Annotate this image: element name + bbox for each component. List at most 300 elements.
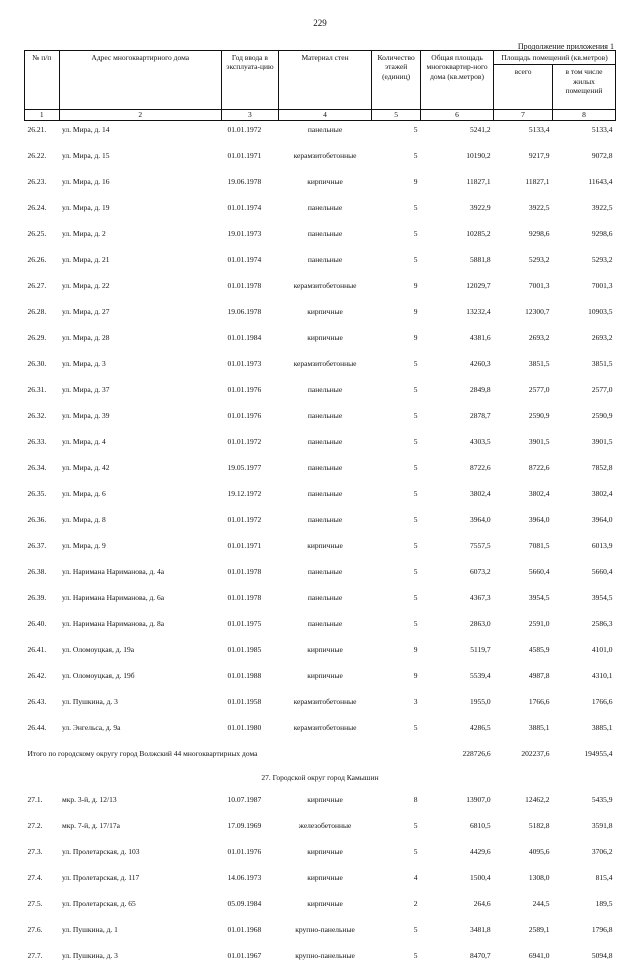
row-area-residential: 3954,5 <box>591 592 613 602</box>
row-address: ул. Мира, д. 22 <box>62 280 110 290</box>
row-floors: 9 <box>413 280 418 290</box>
table-row <box>25 459 616 485</box>
table-row <box>25 667 616 693</box>
row-area-all: 12462,2 <box>525 794 550 804</box>
row-area-all: 3851,5 <box>528 358 550 368</box>
row-number: 27.7. <box>27 950 43 960</box>
row-total-area: 7557,5 <box>469 540 491 550</box>
table-row <box>25 407 616 433</box>
row-material: панельные <box>307 592 343 602</box>
row-area-residential: 4101,0 <box>591 644 613 654</box>
section-row <box>25 771 616 791</box>
row-total-area: 10285,2 <box>466 228 491 238</box>
row-total-area: 6073,2 <box>469 566 491 576</box>
row-floors: 5 <box>413 150 418 160</box>
row-address: ул. Оломоуцкая, д. 19б <box>62 670 135 680</box>
row-area-residential: 3706,2 <box>591 846 613 856</box>
row-floors: 5 <box>413 228 418 238</box>
table-row <box>25 277 616 303</box>
row-year: 01.01.1976 <box>227 846 262 856</box>
row-address: ул. Наримана Нариманова, д. 8а <box>62 618 165 628</box>
table-total <box>25 745 616 791</box>
row-area-residential: 1766,6 <box>591 696 613 706</box>
row-total-area: 5881,8 <box>469 254 491 264</box>
row-floors: 5 <box>413 202 418 212</box>
row-year: 01.01.1985 <box>227 644 262 654</box>
row-material: панельные <box>307 436 343 446</box>
col-number: 4 <box>278 110 371 120</box>
table-row <box>25 225 616 251</box>
row-number: 27.2. <box>27 820 43 830</box>
row-material: панельные <box>307 514 343 524</box>
row-area-all: 8722,6 <box>528 462 550 472</box>
row-floors: 9 <box>413 306 418 316</box>
row-address: ул. Мира, д. 27 <box>62 306 110 316</box>
row-area-residential: 3901,5 <box>591 436 613 446</box>
row-address: ул. Энгельса, д. 9а <box>62 722 121 732</box>
row-floors: 5 <box>413 488 418 498</box>
table-row <box>25 355 616 381</box>
row-area-all: 12300,7 <box>525 306 550 316</box>
row-area-all: 7001,3 <box>528 280 550 290</box>
row-number: 26.43. <box>27 696 47 706</box>
row-year: 01.01.1968 <box>227 924 262 934</box>
table-row <box>25 173 616 199</box>
row-total-area: 4367,3 <box>469 592 491 602</box>
row-number: 26.29. <box>27 332 47 342</box>
row-year: 14.06.1973 <box>227 872 262 882</box>
row-number: 26.44. <box>27 722 47 732</box>
row-floors: 5 <box>413 618 418 628</box>
row-area-all: 1766,6 <box>528 696 550 706</box>
row-area-all: 3901,5 <box>528 436 550 446</box>
table-row <box>25 199 616 225</box>
row-material: крупно-панельные <box>295 924 355 934</box>
row-year: 01.01.1972 <box>227 436 262 446</box>
row-area-residential: 815,4 <box>595 872 613 882</box>
row-year: 01.01.1958 <box>227 696 262 706</box>
row-area-all: 5133,4 <box>528 124 550 134</box>
row-area-all: 2693,2 <box>528 332 550 342</box>
row-number: 26.22. <box>27 150 47 160</box>
table-row <box>25 589 616 615</box>
row-address: ул. Пролетарская, д. 117 <box>62 872 140 882</box>
row-total-area: 13907,0 <box>466 794 491 804</box>
buildings-table <box>24 50 616 973</box>
row-material: кирпичные <box>307 872 343 882</box>
row-address: ул. Пушкина, д. 3 <box>62 950 118 960</box>
row-floors: 8 <box>413 794 418 804</box>
table-row <box>25 947 616 973</box>
row-number: 26.28. <box>27 306 47 316</box>
row-area-all: 3922,5 <box>528 202 550 212</box>
row-material: кирпичные <box>307 846 343 856</box>
total-residential-sum: 194955,4 <box>584 748 613 758</box>
row-floors: 5 <box>413 722 418 732</box>
row-year: 19.06.1978 <box>227 176 262 186</box>
row-area-all: 3954,5 <box>528 592 550 602</box>
row-total-area: 4303,5 <box>469 436 491 446</box>
header-total-area: Общая площадь многоквартир-ного дома (кв.метров) <box>420 51 493 110</box>
row-total-area: 10190,2 <box>466 150 491 160</box>
row-material: железобетонные <box>298 820 352 830</box>
row-area-residential: 9298,6 <box>591 228 613 238</box>
header-all: всего <box>494 65 553 110</box>
row-floors: 5 <box>413 462 418 472</box>
row-floors: 5 <box>413 124 418 134</box>
row-floors: 9 <box>413 332 418 342</box>
row-material: панельные <box>307 566 343 576</box>
row-total-area: 4260,3 <box>469 358 491 368</box>
row-floors: 9 <box>413 670 418 680</box>
row-address: ул. Пролетарская, д. 103 <box>62 846 140 856</box>
row-floors: 4 <box>413 872 418 882</box>
row-area-residential: 5435,9 <box>591 794 613 804</box>
row-area-residential: 3964,0 <box>591 514 613 524</box>
row-address: мкр. 3-й, д. 12/13 <box>62 794 117 804</box>
row-area-all: 11827,1 <box>525 176 550 186</box>
row-year: 10.07.1987 <box>227 794 262 804</box>
row-material: панельные <box>307 384 343 394</box>
row-area-residential: 2693,2 <box>591 332 613 342</box>
row-year: 01.01.1973 <box>227 358 262 368</box>
row-address: ул. Мира, д. 19 <box>62 202 110 212</box>
row-material: панельные <box>307 410 343 420</box>
row-area-residential: 3851,5 <box>591 358 613 368</box>
row-floors: 5 <box>413 410 418 420</box>
table-row <box>25 791 616 817</box>
table-body-kamyshin <box>25 791 616 973</box>
row-address: ул. Мира, д. 9 <box>62 540 106 550</box>
row-area-all: 3802,4 <box>528 488 550 498</box>
row-year: 01.01.1976 <box>227 410 262 420</box>
column-numbers-row <box>25 110 616 120</box>
row-address: ул. Мира, д. 8 <box>62 514 106 524</box>
row-total-area: 3964,0 <box>469 514 491 524</box>
table-row <box>25 120 616 147</box>
table-row <box>25 843 616 869</box>
row-material: кирпичные <box>307 794 343 804</box>
row-address: ул. Мира, д. 14 <box>62 124 110 134</box>
row-address: ул. Мира, д. 39 <box>62 410 110 420</box>
row-year: 01.01.1984 <box>227 332 262 342</box>
row-material: панельные <box>307 462 343 472</box>
row-area-residential: 1796,8 <box>591 924 613 934</box>
row-total-area: 12029,7 <box>466 280 491 290</box>
row-address: ул. Оломоуцкая, д. 19а <box>62 644 135 654</box>
row-number: 27.4. <box>27 872 43 882</box>
table-row <box>25 303 616 329</box>
row-floors: 5 <box>413 592 418 602</box>
row-floors: 5 <box>413 820 418 830</box>
row-total-area: 264,6 <box>473 898 491 908</box>
row-area-residential: 7852,8 <box>591 462 613 472</box>
row-material: панельные <box>307 618 343 628</box>
row-number: 26.35. <box>27 488 47 498</box>
table-row <box>25 381 616 407</box>
row-year: 19.05.1977 <box>227 462 262 472</box>
table-row <box>25 895 616 921</box>
row-total-area: 6810,5 <box>469 820 491 830</box>
continuation-note: Продолжение приложения 1 <box>517 42 614 51</box>
table-row <box>25 329 616 355</box>
row-address: ул. Пушкина, д. 1 <box>62 924 118 934</box>
row-material: керамзитобетонные <box>293 280 357 290</box>
row-floors: 3 <box>413 696 418 706</box>
row-number: 26.40. <box>27 618 47 628</box>
row-address: ул. Мира, д. 42 <box>62 462 110 472</box>
row-address: ул. Мира, д. 2 <box>62 228 106 238</box>
row-area-residential: 9072,8 <box>591 150 613 160</box>
row-address: ул. Мира, д. 4 <box>62 436 106 446</box>
row-area-residential: 2590,9 <box>591 410 613 420</box>
row-number: 26.33. <box>27 436 47 446</box>
row-area-residential: 6013,9 <box>591 540 613 550</box>
row-material: кирпичные <box>307 898 343 908</box>
row-number: 26.31. <box>27 384 47 394</box>
row-address: ул. Пролетарская, д. 65 <box>62 898 136 908</box>
table-row <box>25 147 616 173</box>
page-number: 229 <box>313 18 327 28</box>
row-total-area: 5539,4 <box>469 670 491 680</box>
row-number: 27.3. <box>27 846 43 856</box>
row-number: 26.30. <box>27 358 47 368</box>
table-row <box>25 719 616 745</box>
row-total-area: 3922,9 <box>469 202 491 212</box>
row-number: 26.21. <box>27 124 47 134</box>
table-row <box>25 485 616 511</box>
row-area-all: 5182,8 <box>528 820 550 830</box>
row-total-area: 2878,7 <box>469 410 491 420</box>
row-total-area: 3481,8 <box>469 924 491 934</box>
table-row <box>25 921 616 947</box>
row-total-area: 4286,5 <box>469 722 491 732</box>
row-number: 27.5. <box>27 898 43 908</box>
row-material: панельные <box>307 228 343 238</box>
row-number: 26.39. <box>27 592 47 602</box>
row-number: 26.25. <box>27 228 47 238</box>
row-address: ул. Мира, д. 21 <box>62 254 110 264</box>
row-material: керамзитобетонные <box>293 358 357 368</box>
header-address: Адрес многоквартирного дома <box>59 51 221 110</box>
row-area-residential: 2577,0 <box>591 384 613 394</box>
row-area-residential: 7001,3 <box>591 280 613 290</box>
row-area-all: 2591,0 <box>528 618 550 628</box>
row-material: кирпичные <box>307 644 343 654</box>
row-area-all: 2590,9 <box>528 410 550 420</box>
row-year: 01.01.1978 <box>227 592 262 602</box>
row-year: 01.01.1976 <box>227 384 262 394</box>
row-area-residential: 4310,1 <box>591 670 613 680</box>
row-total-area: 2863,0 <box>469 618 491 628</box>
row-year: 01.01.1980 <box>227 722 262 732</box>
row-number: 27.6. <box>27 924 43 934</box>
table-row <box>25 511 616 537</box>
row-material: кирпичные <box>307 670 343 680</box>
row-area-all: 3964,0 <box>528 514 550 524</box>
row-material: керамзитобетонные <box>293 696 357 706</box>
col-number: 2 <box>59 110 221 120</box>
row-floors: 5 <box>413 846 418 856</box>
row-total-area: 5241,2 <box>469 124 491 134</box>
row-total-area: 13232,4 <box>466 306 491 316</box>
table-row <box>25 433 616 459</box>
row-year: 17.09.1969 <box>227 820 262 830</box>
row-total-area: 4429,6 <box>469 846 491 856</box>
row-area-all: 2577,0 <box>528 384 550 394</box>
row-material: панельные <box>307 254 343 264</box>
row-number: 26.38. <box>27 566 47 576</box>
row-address: ул. Наримана Нариманова, д. 6а <box>62 592 165 602</box>
header-material: Материал стен <box>278 51 371 110</box>
row-total-area: 4381,6 <box>469 332 491 342</box>
total-row <box>25 745 616 771</box>
header-floors: Количество этажей (единиц) <box>372 51 421 110</box>
row-address: ул. Наримана Нариманова, д. 4а <box>62 566 165 576</box>
row-total-area: 1955,0 <box>469 696 491 706</box>
header-num: № п/п <box>25 51 60 110</box>
row-address: ул. Мира, д. 3 <box>62 358 106 368</box>
row-floors: 9 <box>413 176 418 186</box>
row-number: 26.34. <box>27 462 47 472</box>
row-number: 26.27. <box>27 280 47 290</box>
row-floors: 5 <box>413 384 418 394</box>
row-area-residential: 5094,8 <box>591 950 613 960</box>
col-number: 6 <box>420 110 493 120</box>
row-year: 01.01.1972 <box>227 514 262 524</box>
table-row <box>25 641 616 667</box>
row-total-area: 3802,4 <box>469 488 491 498</box>
row-area-all: 244,5 <box>532 898 550 908</box>
row-number: 26.23. <box>27 176 47 186</box>
row-address: ул. Мира, д. 15 <box>62 150 110 160</box>
row-area-all: 5293,2 <box>528 254 550 264</box>
row-area-all: 4585,9 <box>528 644 550 654</box>
row-area-all: 2589,1 <box>528 924 550 934</box>
col-number: 1 <box>25 110 60 120</box>
row-address: ул. Пушкина, д. 3 <box>62 696 118 706</box>
row-number: 26.24. <box>27 202 47 212</box>
header-residential: в том числе жилых помещений <box>552 65 615 110</box>
row-number: 26.32. <box>27 410 47 420</box>
section-title: 27. Городской округ город Камышин <box>261 772 379 782</box>
row-number: 26.42. <box>27 670 47 680</box>
row-area-residential: 10903,5 <box>588 306 613 316</box>
row-area-residential: 5660,4 <box>591 566 613 576</box>
row-year: 01.01.1971 <box>227 540 262 550</box>
row-floors: 5 <box>413 358 418 368</box>
row-floors: 5 <box>413 254 418 264</box>
row-material: керамзитобетонные <box>293 150 357 160</box>
row-year: 01.01.1967 <box>227 950 262 960</box>
row-year: 01.01.1974 <box>227 254 262 264</box>
row-floors: 9 <box>413 644 418 654</box>
col-number: 8 <box>552 110 615 120</box>
total-label: Итого по городскому округу город Волжский 44 многоквартирных дома <box>27 748 258 758</box>
row-floors: 5 <box>413 950 418 960</box>
row-material: панельные <box>307 202 343 212</box>
row-address: мкр. 7-й, д. 17/17а <box>62 820 120 830</box>
row-year: 01.01.1971 <box>227 150 262 160</box>
row-material: кирпичные <box>307 306 343 316</box>
header-year: Год ввода в эксплуата-цию <box>221 51 278 110</box>
row-floors: 5 <box>413 566 418 576</box>
row-address: ул. Мира, д. 28 <box>62 332 110 342</box>
row-area-all: 9217,9 <box>528 150 550 160</box>
row-floors: 5 <box>413 436 418 446</box>
row-year: 19.12.1972 <box>227 488 262 498</box>
row-area-all: 7081,5 <box>528 540 550 550</box>
row-material: крупно-панельные <box>295 950 355 960</box>
total-area-sum: 228726,6 <box>462 748 491 758</box>
col-number: 3 <box>221 110 278 120</box>
row-total-area: 1500,4 <box>469 872 491 882</box>
header-premises-area: Площадь помещений (кв.метров) <box>494 51 616 65</box>
row-material: панельные <box>307 488 343 498</box>
table-row <box>25 693 616 719</box>
row-number: 26.41. <box>27 644 47 654</box>
row-year: 01.01.1988 <box>227 670 262 680</box>
row-material: кирпичные <box>307 176 343 186</box>
row-year: 01.01.1978 <box>227 566 262 576</box>
row-total-area: 2849,8 <box>469 384 491 394</box>
row-material: панельные <box>307 124 343 134</box>
total-all-sum: 202237,6 <box>521 748 550 758</box>
row-address: ул. Мира, д. 16 <box>62 176 110 186</box>
row-material: кирпичные <box>307 540 343 550</box>
row-area-all: 1308,0 <box>528 872 550 882</box>
table-row <box>25 251 616 277</box>
row-number: 26.37. <box>27 540 47 550</box>
row-material: керамзитобетонные <box>293 722 357 732</box>
col-number: 7 <box>494 110 553 120</box>
row-area-residential: 189,5 <box>595 898 613 908</box>
row-year: 01.01.1978 <box>227 280 262 290</box>
row-year: 01.01.1974 <box>227 202 262 212</box>
row-total-area: 8722,6 <box>469 462 491 472</box>
row-area-all: 9298,6 <box>528 228 550 238</box>
row-year: 05.09.1984 <box>227 898 262 908</box>
row-area-residential: 3591,8 <box>591 820 613 830</box>
row-area-residential: 3885,1 <box>591 722 613 732</box>
table-row <box>25 869 616 895</box>
row-number: 26.36. <box>27 514 47 524</box>
table-row <box>25 563 616 589</box>
row-area-residential: 3922,5 <box>591 202 613 212</box>
row-number: 27.1. <box>27 794 43 804</box>
row-floors: 5 <box>413 540 418 550</box>
row-floors: 5 <box>413 924 418 934</box>
row-area-all: 4987,8 <box>528 670 550 680</box>
row-area-all: 6941,0 <box>528 950 550 960</box>
table-body-volzhsky <box>25 120 616 745</box>
row-year: 01.01.1975 <box>227 618 262 628</box>
row-area-residential: 3802,4 <box>591 488 613 498</box>
row-area-all: 3885,1 <box>528 722 550 732</box>
table-row <box>25 615 616 641</box>
row-area-residential: 2586,3 <box>591 618 613 628</box>
row-total-area: 11827,1 <box>466 176 491 186</box>
row-total-area: 8470,7 <box>469 950 491 960</box>
row-floors: 2 <box>413 898 418 908</box>
row-area-residential: 11643,4 <box>588 176 613 186</box>
row-area-residential: 5293,2 <box>591 254 613 264</box>
row-material: кирпичные <box>307 332 343 342</box>
row-year: 01.01.1972 <box>227 124 262 134</box>
row-year: 19.01.1973 <box>227 228 262 238</box>
col-number: 5 <box>372 110 421 120</box>
row-year: 19.06.1978 <box>227 306 262 316</box>
